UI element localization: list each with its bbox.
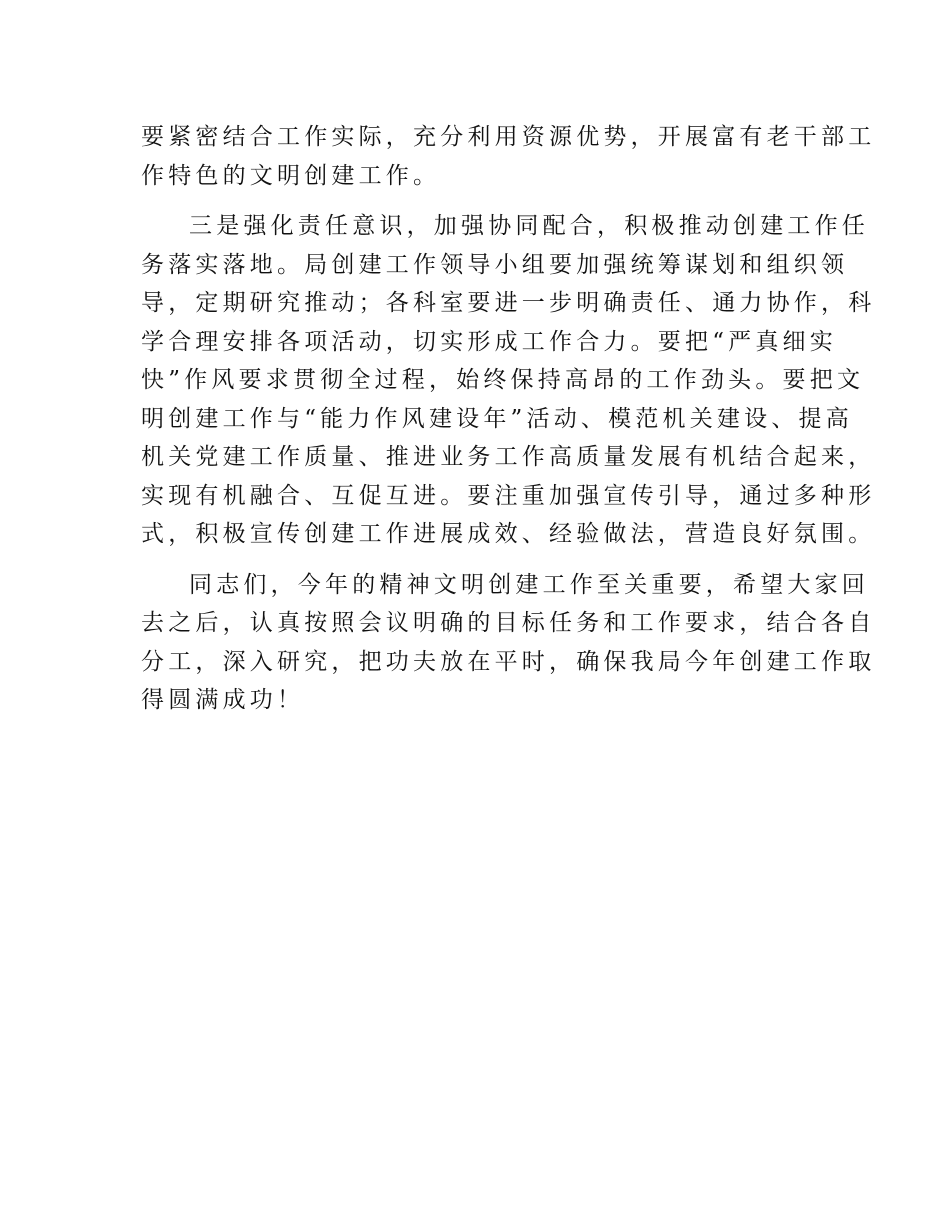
paragraph-line: 要紧密结合工作实际，充分利用资源优势，开展富有老干部工 — [141, 124, 876, 150]
paragraph-line: 分工，深入研究，把功夫放在平时，确保我局今年创建工作取 — [141, 648, 876, 675]
paragraph-line: 导，定期研究推动；各科室要进一步明确责任、通力协作，科 — [141, 290, 876, 316]
paragraph-line: 实现有机融合、互促互进。要注重加强宣传引导，通过多种形 — [141, 482, 876, 509]
paragraph-line: 快”作风要求贯彻全过程，始终保持高昂的工作劲头。要把文 — [141, 367, 865, 393]
paragraph-3 — [141, 566, 876, 720]
paragraph-line: 作特色的文明创建工作。 — [141, 162, 441, 189]
paragraph-1 — [141, 118, 876, 195]
paragraph-line: 式，积极宣传创建工作进展成效、经验做法，营造良好氛围。 — [141, 521, 876, 547]
paragraph-line: 同志们，今年的精神文明创建工作至关重要，希望大家回 — [189, 571, 869, 598]
paragraph-line: 去之后，认真按照会议明确的目标任务和工作要求，结合各自 — [141, 610, 876, 636]
paragraph-line: 务落实落地。局创建工作领导小组要加强统筹谋划和组织领 — [141, 251, 849, 278]
paragraph-line: 学合理安排各项活动，切实形成工作合力。要把“严真细实 — [141, 328, 837, 355]
paragraph-line: 机关党建工作质量、推进业务工作高质量发展有机结合起来， — [141, 444, 876, 470]
paragraph-line: 得圆满成功！ — [141, 687, 305, 713]
paragraph-2 — [141, 207, 876, 554]
body-text — [141, 118, 876, 732]
paragraph-line: 明创建工作与“能力作风建设年”活动、模范机关建设、提高 — [141, 405, 853, 432]
paragraph-line: 三是强化责任意识，加强协同配合，积极推动创建工作任 — [189, 213, 869, 239]
